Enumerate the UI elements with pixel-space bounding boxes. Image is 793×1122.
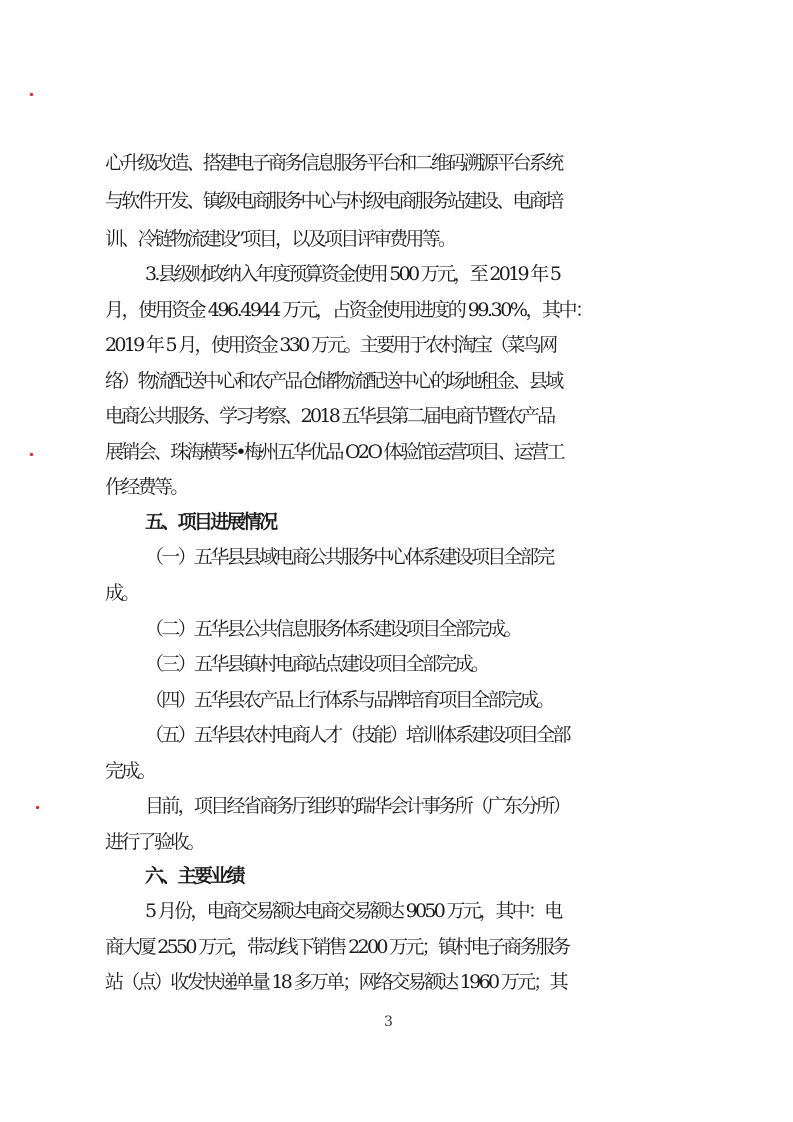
body-text-line: 目前，项目经省商务厅组织的瑞华会计事务所（广东分所） [145, 795, 569, 817]
body-text-line: 月，使用资金 496.4944 万元，占资金使用进度的 99.30%，其中： [105, 299, 592, 321]
body-text-line: 电商公共服务、学习考察、2018 五华县第二届电商节暨农产品 [105, 405, 554, 427]
body-text-line: （四）五华县农产品上行体系与品牌培育项目全部完成。 [145, 689, 553, 711]
body-text-line: 商大厦 2550 万元，带动线下销售 2200 万元；镇村电子商务服务 [105, 936, 569, 958]
section-heading: 六、主要业绩 [145, 865, 243, 887]
body-text-line: 络）物流配送中心和农产品仓储物流配送中心的场地租金、县域 [105, 370, 562, 392]
margin-mark [30, 93, 33, 96]
body-text-line: 训、冷链物流建设”项目，以及项目评审费用等。 [105, 228, 455, 250]
body-text-line: 完成。 [105, 760, 154, 782]
body-text-line: （三）五华县镇村电商站点建设项目全部完成。 [145, 653, 488, 675]
page-number: 3 [384, 1014, 393, 1030]
body-text-line: 心升级改造、搭建电子商务信息服务平台和二维码溯源平台系统 [105, 152, 562, 174]
body-text-line: 成。 [105, 582, 138, 604]
body-text-line: 站（点）收发快递单量 18 多万单；网络交易额达 1960 万元；其 [105, 971, 566, 993]
body-text-line: 5 月份，电商交易额达电商交易额达 9050 万元，其中：电 [145, 900, 561, 922]
body-text-line: 进行了验收。 [105, 831, 203, 853]
body-text-line: 作经费等。 [105, 476, 187, 498]
margin-mark [30, 453, 33, 456]
body-text-line: （二）五华县公共信息服务体系建设项目全部完成。 [145, 618, 520, 640]
body-text-line: （一）五华县县域电商公共服务中心体系建设项目全部完 [145, 546, 553, 568]
body-text-line: 3.县级财政纳入年度预算资金使用 500 万元，至 2019 年 5 [145, 263, 560, 285]
section-heading: 五、项目进展情况 [145, 511, 276, 533]
body-text-line: （五）五华县农村电商人才（技能）培训体系建设项目全部 [145, 724, 569, 746]
body-text-line: 2019 年 5 月，使用资金 330 万元。主要用于农村淘宝（菜鸟网 [105, 334, 556, 356]
body-text-line: 与软件开发、镇级电商服务中心与村级电商服务站建设、电商培 [105, 190, 562, 212]
margin-mark [36, 806, 39, 809]
body-text-line: 展销会、珠海横琴•梅州五华优品 O2O 体验馆运营项目、运营工 [105, 441, 563, 463]
